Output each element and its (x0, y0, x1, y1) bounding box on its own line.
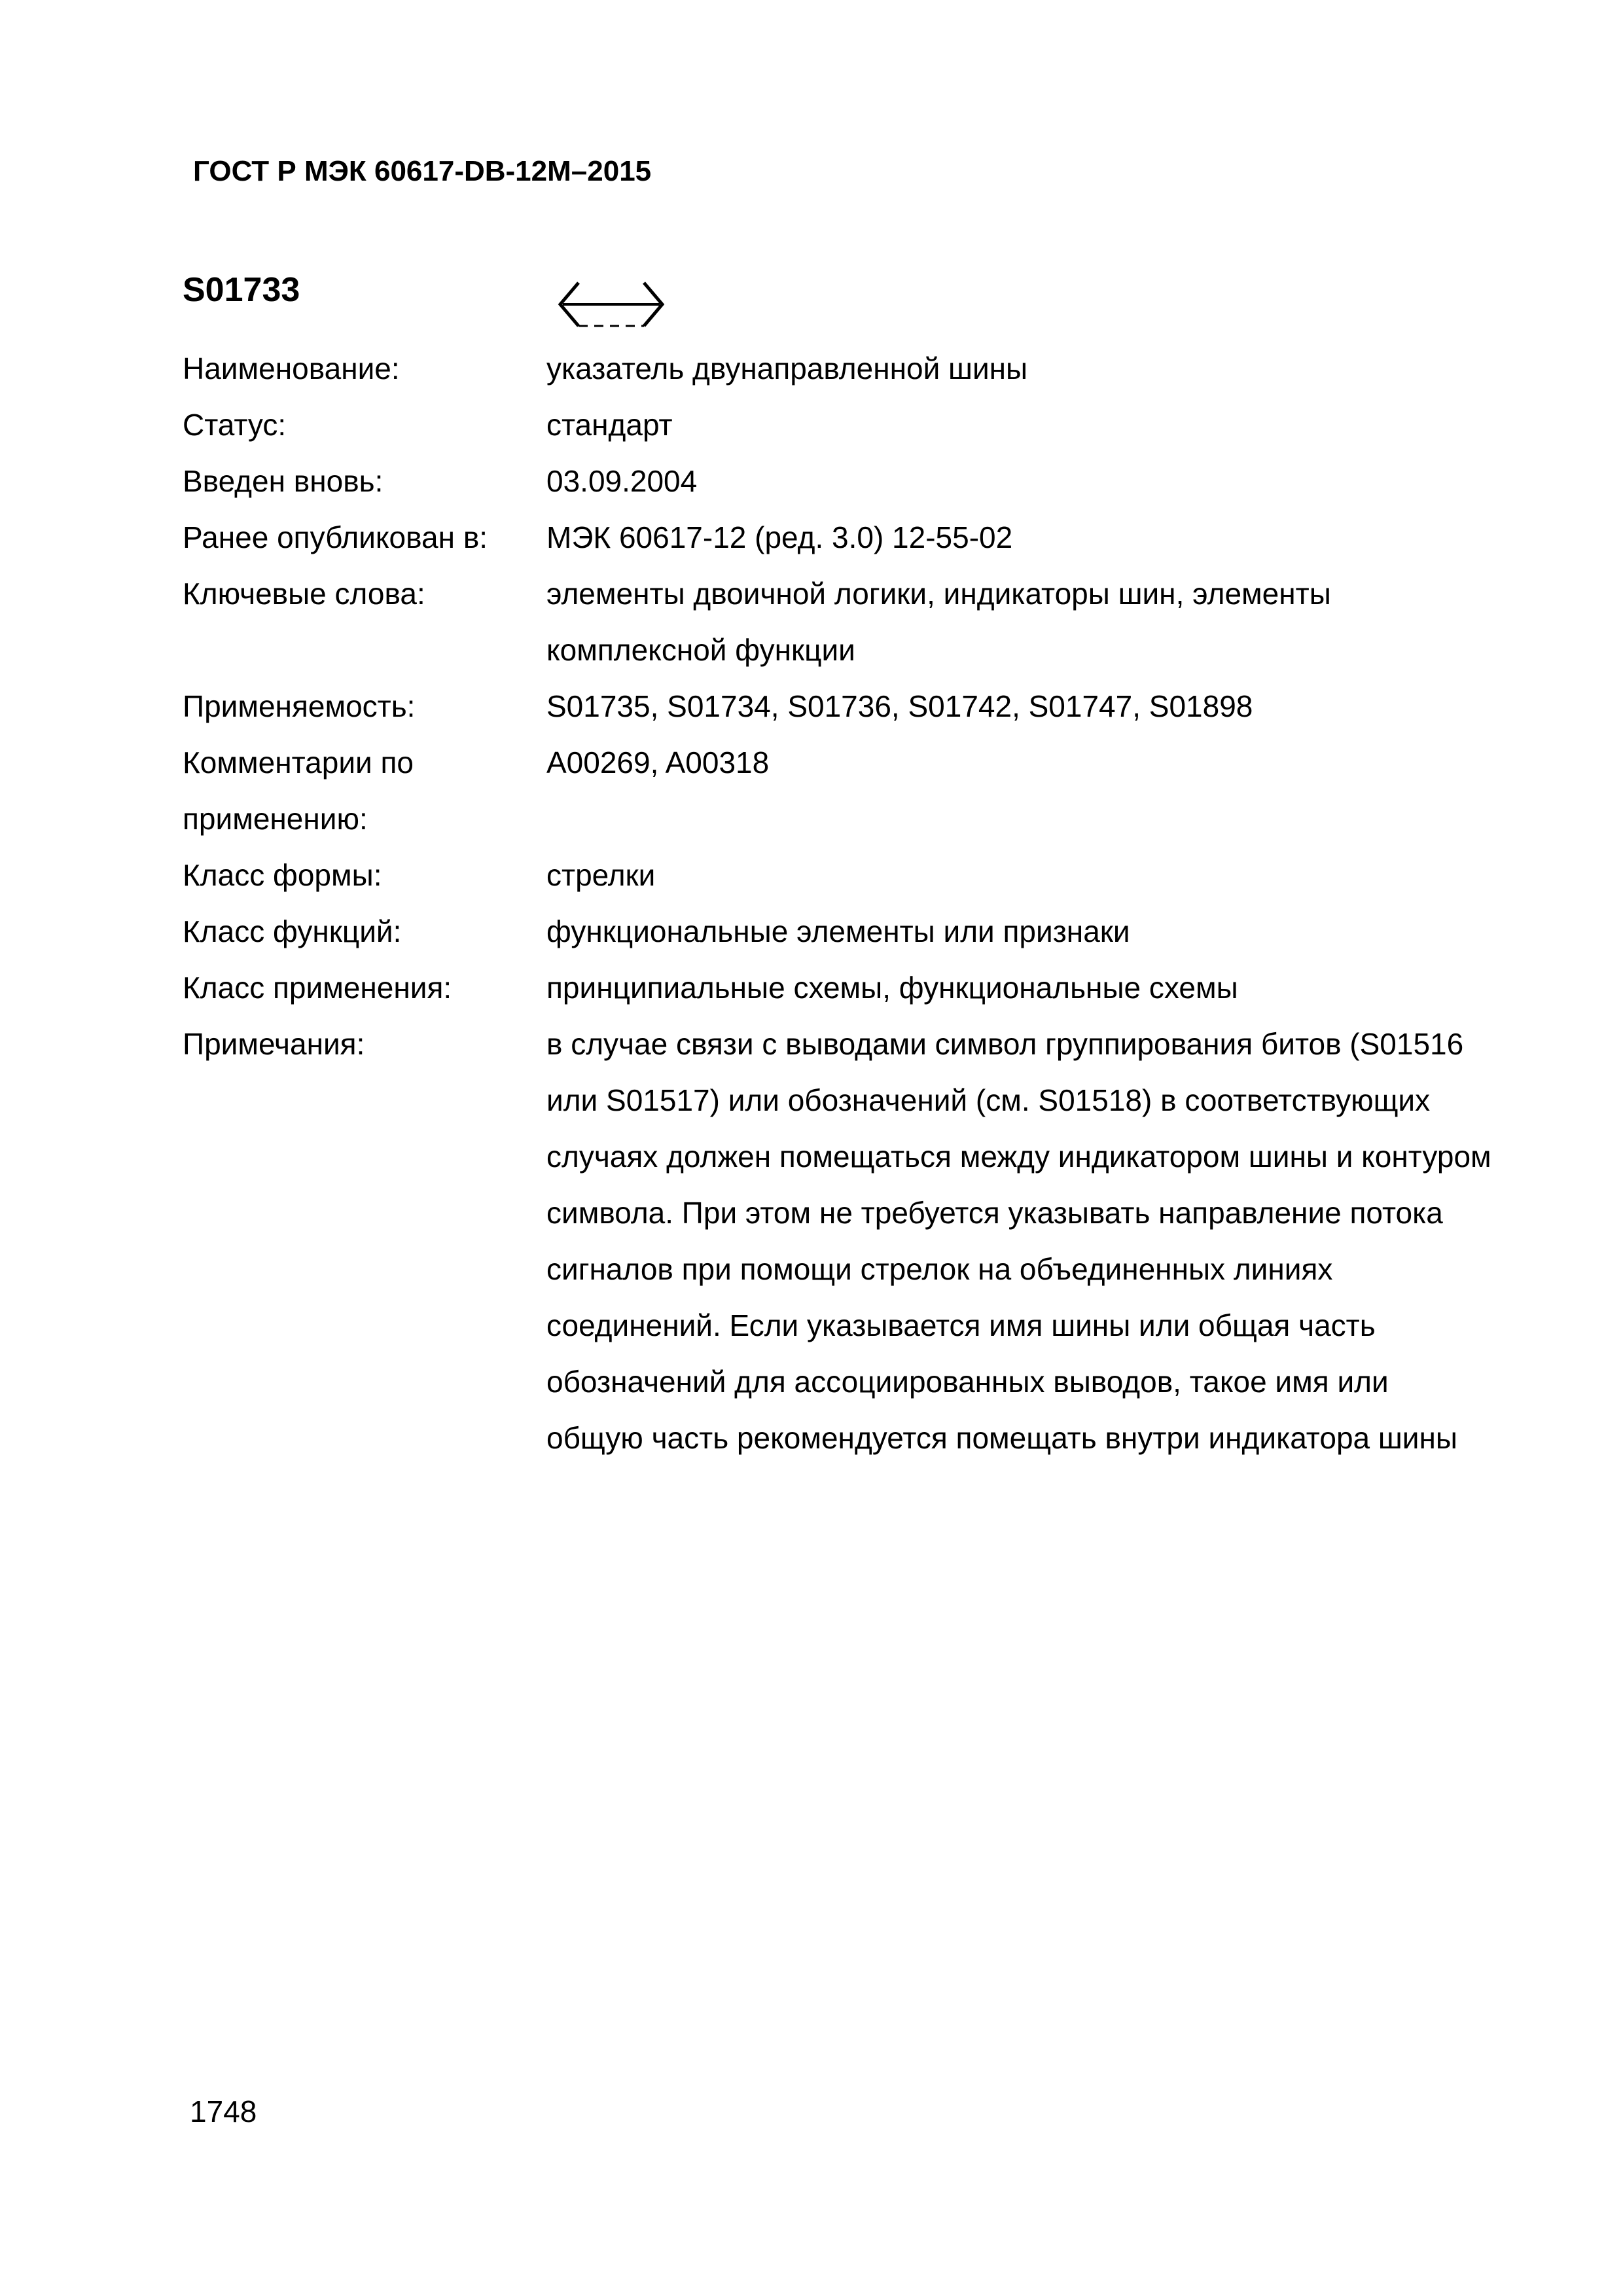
field-row-status (183, 397, 1491, 453)
field-label: Статус: (183, 408, 287, 442)
field-label: Комментарии по применению: (183, 745, 414, 836)
field-value: принципиальные схемы, функциональные схемы (546, 971, 1238, 1005)
symbol-code: S01733 (183, 271, 300, 309)
field-label: Ранее опубликован в: (183, 520, 488, 554)
field-label: Наименование: (183, 351, 400, 386)
field-row-previously-published (183, 509, 1491, 565)
field-row-name (183, 340, 1491, 397)
field-label: Применяемость: (183, 689, 416, 723)
field-value: функциональные элементы или признаки (546, 914, 1130, 948)
symbol-fields (183, 340, 1491, 1466)
field-value: стандарт (546, 408, 673, 442)
field-label: Класс функций: (183, 914, 402, 948)
field-label: Ключевые слова: (183, 577, 425, 611)
field-value: стрелки (546, 858, 656, 892)
field-row-application-class (183, 960, 1491, 1016)
field-row-keywords (183, 565, 1491, 678)
field-value: A00269, A00318 (546, 745, 770, 780)
document-header: ГОСТ Р МЭК 60617-DB-12М–2015 (193, 155, 652, 187)
field-label: Примечания: (183, 1027, 365, 1061)
field-row-form-class (183, 847, 1491, 903)
field-value: элементы двоичной логики, индикаторы шин, элементы комплексной функции (546, 577, 1331, 667)
page-number: 1748 (190, 2094, 257, 2128)
field-value: указатель двунаправленной шины (546, 351, 1028, 386)
field-row-function-class (183, 903, 1491, 960)
bidirectional-bus-indicator-icon (556, 275, 666, 334)
field-value: 03.09.2004 (546, 464, 698, 498)
field-label: Введен вновь: (183, 464, 383, 498)
field-row-applicability (183, 678, 1491, 734)
field-row-application-comments (183, 734, 1491, 847)
field-value: в случае связи с выводами символ группирования битов (S01516 или S01517) или обозначений (см. S01518) в соответствующих случаях должен помещаться между индикатором шины и контуром символа. При этом не требуется указывать направление потока сигналов при помощи стрелок на объединенных линиях соединений. Если указывается имя шины или общая часть обозначений для ассоциированных выводов, такое имя или общую часть рекомендуется помещать внутри индикатора шины (546, 1027, 1491, 1455)
field-label: Класс применения: (183, 971, 452, 1005)
field-label: Класс формы: (183, 858, 382, 892)
field-row-notes (183, 1016, 1491, 1466)
field-value: МЭК 60617-12 (ред. 3.0) 12-55-02 (546, 520, 1013, 554)
field-value: S01735, S01734, S01736, S01742, S01747, S01898 (546, 689, 1253, 723)
field-row-introduced (183, 453, 1491, 509)
